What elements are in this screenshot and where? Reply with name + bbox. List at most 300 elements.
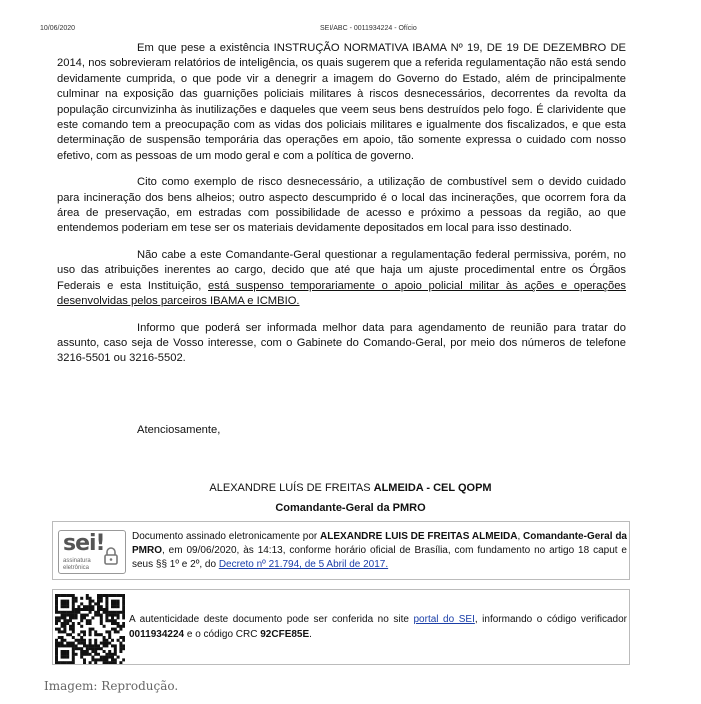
qr-module [111, 616, 114, 619]
qr-module [55, 600, 58, 603]
auth-text-3: e o código CRC [184, 629, 261, 640]
qr-module [72, 636, 75, 639]
qr-module [108, 633, 111, 636]
qr-module [55, 608, 58, 611]
qr-module [100, 616, 103, 619]
qr-module [119, 661, 122, 664]
qr-module [111, 622, 114, 625]
qr-module [66, 650, 69, 653]
qr-module [94, 647, 97, 650]
qr-module [100, 600, 103, 603]
qr-module [72, 600, 75, 603]
qr-module [75, 639, 78, 642]
qr-module [105, 630, 108, 633]
qr-module [122, 611, 125, 614]
qr-module [91, 608, 94, 611]
qr-module [72, 650, 75, 653]
qr-module [58, 616, 61, 619]
signature-name-bold: ALMEIDA - CEL QOPM [373, 482, 492, 494]
image-caption: Imagem: Reprodução. [44, 679, 179, 693]
qr-module [66, 602, 69, 605]
electronic-signature-box [52, 521, 630, 580]
qr-module [55, 644, 58, 647]
qr-module [55, 658, 58, 661]
qr-module [80, 650, 83, 653]
qr-module [69, 625, 72, 628]
qr-module [58, 636, 61, 639]
qr-module [72, 608, 75, 611]
qr-module [94, 639, 97, 642]
qr-module [61, 625, 64, 628]
qr-module [61, 622, 64, 625]
qr-module [80, 597, 83, 600]
qr-module [119, 642, 122, 645]
qr-module [97, 602, 100, 605]
paragraph-3-text: Não cabe a este Comandante-Geral questionar a regulamentação federal permissiva, porém, no uso das atribuições inerentes ao cargo, decido que até que haja um ajuste procedimental entre os Órgãos Federais e esta Instituição, [57, 248, 626, 292]
qr-module [61, 611, 64, 614]
qr-module [108, 661, 111, 664]
qr-module [105, 608, 108, 611]
qr-module [117, 600, 120, 603]
qr-module [100, 633, 103, 636]
paragraph-2: Cito como exemplo de risco desnecessário, a utilização de combustível sem o devido cuidado para incineração dos bens alheios; outro aspecto descumprido é o local das incinerações, que ocorrem fora da área de preservação, em estradas com possibilidade de acesso e próximo a pessoas da região, ao que entendemos poderiam em tese ser os materiais devidamente depositados em local para isso destinado. [57, 176, 626, 235]
qr-module [69, 661, 72, 664]
qr-module [86, 605, 89, 608]
qr-module [69, 642, 72, 645]
qr-module [63, 661, 66, 664]
qr-module [122, 602, 125, 605]
qr-module [63, 656, 66, 659]
qr-module [83, 605, 86, 608]
qr-module [100, 658, 103, 661]
qr-module [80, 656, 83, 659]
qr-module [94, 633, 97, 636]
qr-module [111, 594, 114, 597]
qr-module [105, 600, 108, 603]
qr-module [63, 630, 66, 633]
lock-icon [103, 546, 119, 566]
qr-module [66, 619, 69, 622]
qr-module [55, 594, 58, 597]
sei-logo-word: sei! [63, 531, 105, 556]
qr-module [114, 622, 117, 625]
paragraph-3-decision: está suspenso temporariamente o apoio policial militar às ações e operações desenvolvidas pelos parceiros IBAMA e ICMBIO. [57, 279, 627, 308]
qr-module [91, 650, 94, 653]
qr-module [58, 642, 61, 645]
qr-module [114, 611, 117, 614]
qr-module [66, 600, 69, 603]
qr-module [103, 639, 106, 642]
qr-module [72, 647, 75, 650]
qr-module [55, 597, 58, 600]
qr-module [80, 630, 83, 633]
qr-module [94, 642, 97, 645]
qr-module [119, 611, 122, 614]
qr-module [105, 611, 108, 614]
qr-module [108, 630, 111, 633]
qr-module [55, 653, 58, 656]
qr-module [86, 619, 89, 622]
qr-module [100, 622, 103, 625]
qr-module [61, 642, 64, 645]
qr-module [83, 630, 86, 633]
qr-module [75, 614, 78, 617]
qr-code-icon [55, 594, 125, 664]
qr-module [89, 644, 92, 647]
qr-module [103, 625, 106, 628]
qr-module [77, 633, 80, 636]
qr-module [55, 639, 58, 642]
crc-code: 92CFE85E [260, 629, 310, 640]
qr-module [80, 653, 83, 656]
qr-module [105, 639, 108, 642]
letter-body [57, 41, 626, 378]
authenticity-box [52, 589, 630, 665]
sei-logo-sub1: assinatura [63, 558, 91, 564]
qr-module [105, 616, 108, 619]
qr-module [61, 594, 64, 597]
qr-module [86, 608, 89, 611]
qr-module [111, 658, 114, 661]
qr-module [83, 616, 86, 619]
qr-module [55, 650, 58, 653]
qr-module [122, 622, 125, 625]
qr-module [77, 611, 80, 614]
qr-module [61, 616, 64, 619]
qr-module [91, 628, 94, 631]
qr-module [80, 608, 83, 611]
qr-module [103, 636, 106, 639]
qr-module [63, 594, 66, 597]
qr-module [97, 644, 100, 647]
qr-module [119, 647, 122, 650]
qr-module [55, 656, 58, 659]
qr-module [111, 644, 114, 647]
qr-module [80, 642, 83, 645]
qr-module [66, 656, 69, 659]
qr-module [72, 625, 75, 628]
qr-module [108, 614, 111, 617]
qr-module [111, 600, 114, 603]
qr-module [111, 614, 114, 617]
qr-module [108, 653, 111, 656]
qr-module [97, 608, 100, 611]
qr-module [103, 650, 106, 653]
qr-module [89, 611, 92, 614]
qr-module [63, 625, 66, 628]
qr-module [89, 653, 92, 656]
qr-module [75, 600, 78, 603]
qr-module [122, 614, 125, 617]
qr-module [80, 614, 83, 617]
authenticity-text [129, 612, 627, 642]
qr-module [66, 614, 69, 617]
auth-text-4: . [309, 629, 312, 640]
qr-module [103, 661, 106, 664]
qr-module [89, 661, 92, 664]
document-header [40, 25, 640, 37]
qr-module [114, 630, 117, 633]
qr-module [69, 614, 72, 617]
qr-module [91, 644, 94, 647]
qr-module [63, 614, 66, 617]
qr-module [86, 614, 89, 617]
qr-module [119, 644, 122, 647]
qr-module [55, 628, 58, 631]
qr-module [80, 639, 83, 642]
qr-module [100, 647, 103, 650]
qr-module [63, 602, 66, 605]
qr-module [89, 605, 92, 608]
qr-module [72, 630, 75, 633]
sei-logo-subtitle [63, 558, 91, 572]
qr-module [108, 611, 111, 614]
qr-module [94, 653, 97, 656]
qr-module [117, 611, 120, 614]
qr-module [72, 661, 75, 664]
qr-module [117, 625, 120, 628]
qr-module [77, 605, 80, 608]
qr-module [122, 636, 125, 639]
qr-module [97, 614, 100, 617]
qr-module [63, 639, 66, 642]
qr-module [72, 642, 75, 645]
qr-module [117, 616, 120, 619]
qr-module [119, 636, 122, 639]
electronic-signature-text [132, 530, 627, 572]
signature-name-plain: ALEXANDRE LUÍS DE FREITAS [209, 482, 374, 494]
qr-module [114, 594, 117, 597]
qr-module [103, 608, 106, 611]
qr-module [111, 611, 114, 614]
qr-module [69, 644, 72, 647]
qr-module [97, 658, 100, 661]
qr-module [61, 614, 64, 617]
qr-module [55, 602, 58, 605]
qr-module [91, 605, 94, 608]
qr-module [103, 644, 106, 647]
signature-role: Comandante-Geral da PMRO [275, 502, 426, 514]
qr-module [72, 653, 75, 656]
qr-module [83, 608, 86, 611]
qr-module [63, 644, 66, 647]
signer-name: ALEXANDRE LUIS DE FREITAS ALMEIDA [320, 531, 518, 542]
qr-module [105, 642, 108, 645]
qr-module [66, 653, 69, 656]
qr-module [105, 653, 108, 656]
paragraph-3 [57, 248, 626, 310]
qr-module [58, 594, 61, 597]
qr-module [63, 619, 66, 622]
qr-module [94, 614, 97, 617]
qr-module [55, 619, 58, 622]
qr-module [61, 653, 64, 656]
qr-module [91, 600, 94, 603]
qr-module [72, 594, 75, 597]
qr-module [114, 619, 117, 622]
sig-text-3: , em 09/06/2020, às 14:13, conforme horário oficial de Brasília, com fundamento no artigo 18 caput e seus §§ 1º e 2º, do [132, 545, 627, 570]
qr-module [80, 616, 83, 619]
qr-module [63, 650, 66, 653]
qr-module [103, 642, 106, 645]
qr-module [63, 611, 66, 614]
qr-module [66, 633, 69, 636]
sig-text-2: , [517, 531, 524, 542]
qr-module [108, 650, 111, 653]
qr-module [72, 614, 75, 617]
header-document-id: SEI/ABC - 0011934224 - Ofício [320, 25, 417, 32]
qr-module [58, 644, 61, 647]
qr-module [75, 644, 78, 647]
qr-module [75, 611, 78, 614]
qr-module [119, 628, 122, 631]
qr-module [66, 622, 69, 625]
qr-module [89, 597, 92, 600]
qr-module [119, 650, 122, 653]
qr-module [111, 661, 114, 664]
qr-module [103, 594, 106, 597]
qr-module [100, 642, 103, 645]
qr-module [55, 647, 58, 650]
qr-module [122, 600, 125, 603]
qr-module [122, 625, 125, 628]
qr-module [89, 622, 92, 625]
auth-text-2: , informando o código verificador [474, 614, 628, 625]
qr-module [94, 611, 97, 614]
qr-module [75, 608, 78, 611]
qr-module [83, 633, 86, 636]
qr-module [94, 661, 97, 664]
qr-module [122, 658, 125, 661]
qr-module [80, 647, 83, 650]
qr-module [108, 636, 111, 639]
qr-module [105, 605, 108, 608]
qr-module [63, 605, 66, 608]
qr-module [100, 608, 103, 611]
qr-module [114, 658, 117, 661]
closing: Atenciosamente, [137, 424, 221, 436]
qr-module [100, 597, 103, 600]
qr-module [94, 630, 97, 633]
qr-module [77, 622, 80, 625]
qr-module [105, 644, 108, 647]
qr-module [114, 647, 117, 650]
qr-module [63, 600, 66, 603]
qr-module [103, 611, 106, 614]
qr-module [63, 653, 66, 656]
qr-module [117, 594, 120, 597]
qr-module [89, 600, 92, 603]
signer-role: Comandante-Geral da PMRO [132, 531, 627, 556]
qr-module [86, 650, 89, 653]
portal-sei-link[interactable]: portal do SEI [413, 614, 475, 625]
qr-module [86, 647, 89, 650]
qr-module [94, 602, 97, 605]
qr-module [80, 602, 83, 605]
qr-module [114, 628, 117, 631]
qr-module [69, 628, 72, 631]
qr-module [83, 639, 86, 642]
qr-module [61, 656, 64, 659]
qr-module [117, 622, 120, 625]
qr-module [114, 602, 117, 605]
qr-module [97, 611, 100, 614]
qr-module [55, 611, 58, 614]
qr-module [69, 616, 72, 619]
qr-module [66, 642, 69, 645]
auth-text-1: A autenticidade deste documento pode ser conferida no site [129, 614, 414, 625]
qr-module [69, 594, 72, 597]
qr-module [91, 647, 94, 650]
signature-name [0, 482, 701, 494]
qr-module [77, 642, 80, 645]
qr-module [66, 611, 69, 614]
qr-module [86, 594, 89, 597]
qr-module [72, 605, 75, 608]
sei-logo-sub2: eletrônica [63, 565, 90, 571]
qr-module [77, 608, 80, 611]
qr-module [111, 619, 114, 622]
sig-text-1: Documento assinado eletronicamente por [132, 531, 321, 542]
qr-module [55, 661, 58, 664]
qr-module [80, 625, 83, 628]
qr-module [114, 600, 117, 603]
qr-module [58, 661, 61, 664]
qr-module [72, 644, 75, 647]
qr-module [122, 616, 125, 619]
qr-module [111, 656, 114, 659]
qr-module [117, 639, 120, 642]
qr-module [83, 661, 86, 664]
qr-module [122, 605, 125, 608]
qr-module [122, 644, 125, 647]
qr-module [55, 622, 58, 625]
qr-module [61, 661, 64, 664]
qr-module [63, 622, 66, 625]
qr-module [77, 639, 80, 642]
qr-module [122, 608, 125, 611]
qr-module [111, 602, 114, 605]
qr-module [75, 616, 78, 619]
qr-module [97, 647, 100, 650]
qr-module [86, 653, 89, 656]
qr-module [83, 650, 86, 653]
qr-module [117, 605, 120, 608]
qr-module [61, 639, 64, 642]
qr-module [89, 647, 92, 650]
qr-module [89, 633, 92, 636]
decree-link[interactable]: Decreto nº 21.794, de 5 Abril de 2017. [218, 559, 389, 570]
qr-module [94, 658, 97, 661]
qr-module [114, 661, 117, 664]
qr-module [72, 658, 75, 661]
qr-module [61, 605, 64, 608]
qr-module [75, 597, 78, 600]
qr-module [83, 658, 86, 661]
qr-module [75, 647, 78, 650]
qr-module [83, 644, 86, 647]
qr-module [69, 611, 72, 614]
qr-module [105, 619, 108, 622]
qr-module [117, 602, 120, 605]
qr-module [72, 597, 75, 600]
paragraph-4: Informo que poderá ser informada melhor data para agendamento de reunião para tratar do assunto, caso seja de Vosso interesse, com o Gabinete do Comando-Geral, por meio dos números de telefone 3216-5501 ou 3216-5502. [57, 321, 626, 365]
qr-module [100, 614, 103, 617]
qr-module [117, 656, 120, 659]
qr-module [111, 639, 114, 642]
qr-module [83, 653, 86, 656]
qr-module [89, 602, 92, 605]
